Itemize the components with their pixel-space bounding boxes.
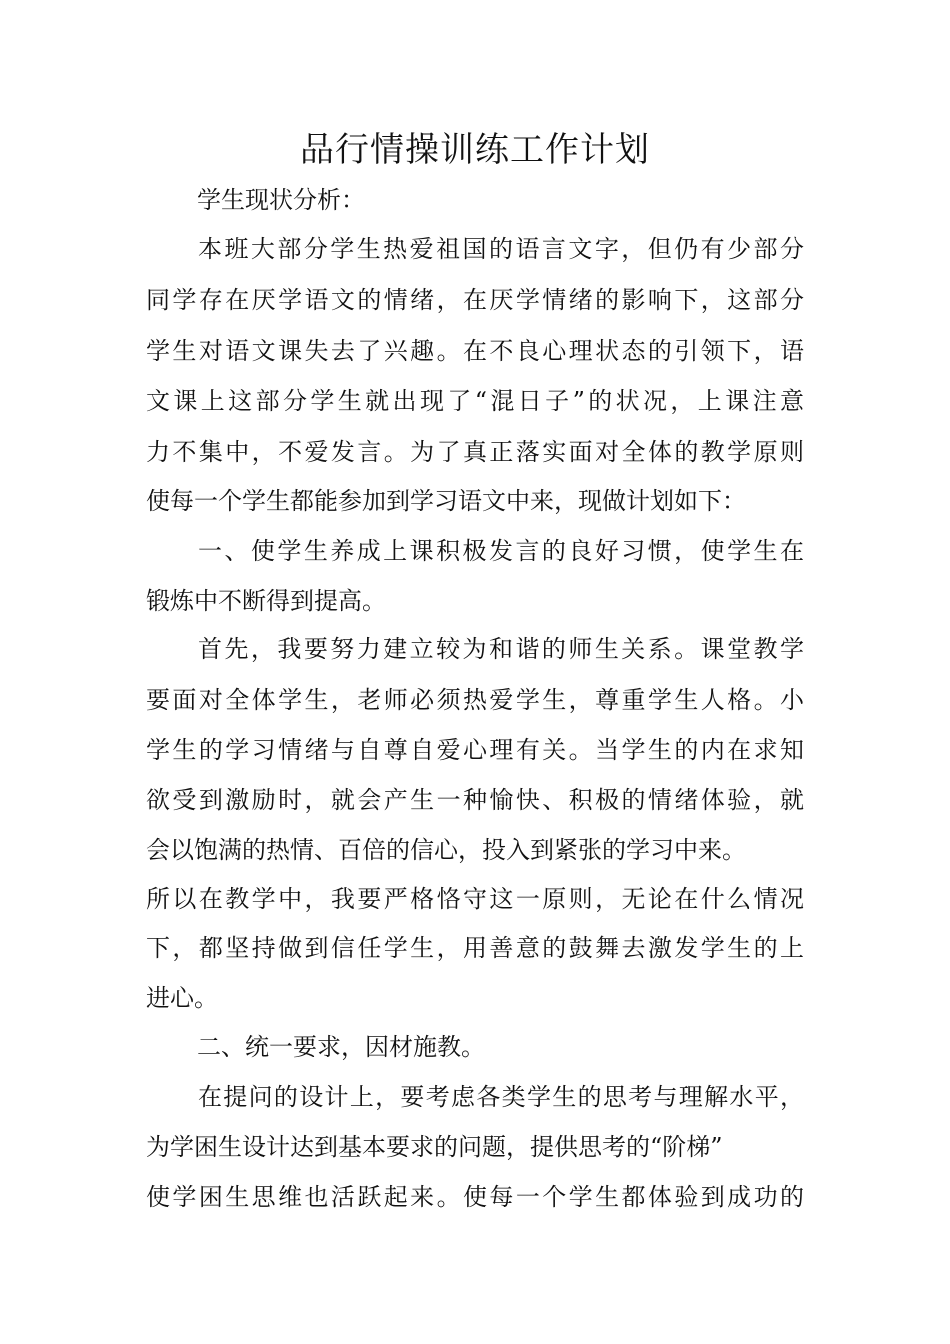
paragraph-line: 会以饱满的热情、百倍的信心，投入到紧张的学习中来。: [146, 836, 746, 864]
paragraph-line: 使学困生思维也活跃起来。使每一个学生都体验到成功的: [146, 1183, 804, 1211]
paragraph-line: 欲受到激励时，就会产生一种愉快、积极的情绪体验，就: [146, 786, 804, 814]
section-heading-one: 一、使学生养成上课积极发言的良好习惯，使学生在: [198, 537, 804, 565]
paragraph-line: 文课上这部分学生就出现了“混日子”的状况，上课注意: [146, 387, 804, 415]
paragraph-line: 学生的学习情绪与自尊自爱心理有关。当学生的内在求知: [146, 736, 804, 764]
paragraph-line: 下，都坚持做到信任学生，用善意的鼓舞去激发学生的上: [146, 934, 804, 962]
paragraph-line: 进心。: [146, 984, 218, 1012]
paragraph-line: 同学存在厌学语文的情绪，在厌学情绪的影响下，这部分: [146, 286, 804, 314]
section-heading-two: 二、统一要求，因材施教。: [197, 1033, 485, 1061]
paragraph-line: 所以在教学中，我要严格恪守这一原则，无论在什么情况: [146, 885, 804, 913]
paragraph-line: 为学困生设计达到基本要求的问题，提供思考的“阶梯”: [146, 1133, 723, 1161]
paragraph-line: 在提问的设计上，要考虑各类学生的思考与理解水平，: [198, 1083, 804, 1111]
paragraph-line: 首先，我要努力建立较为和谐的师生关系。课堂教学: [198, 635, 804, 663]
paragraph-line: 使每一个学生都能参加到学习语文中来，现做计划如下：: [146, 487, 746, 515]
paragraph-line: 要面对全体学生，老师必须热爱学生，尊重学生人格。小: [146, 686, 804, 714]
section-heading-status: 学生现状分析：: [197, 186, 365, 214]
section-heading-one-cont: 锻炼中不断得到提高。: [146, 587, 386, 615]
document-title: 品行情操训练工作计划: [300, 130, 650, 170]
paragraph-line: 学生对语文课失去了兴趣。在不良心理状态的引领下，语: [146, 337, 804, 365]
paragraph-line: 本班大部分学生热爱祖国的语言文字，但仍有少部分: [198, 235, 804, 263]
paragraph-line: 力不集中，不爱发言。为了真正落实面对全体的教学原则: [146, 438, 804, 466]
